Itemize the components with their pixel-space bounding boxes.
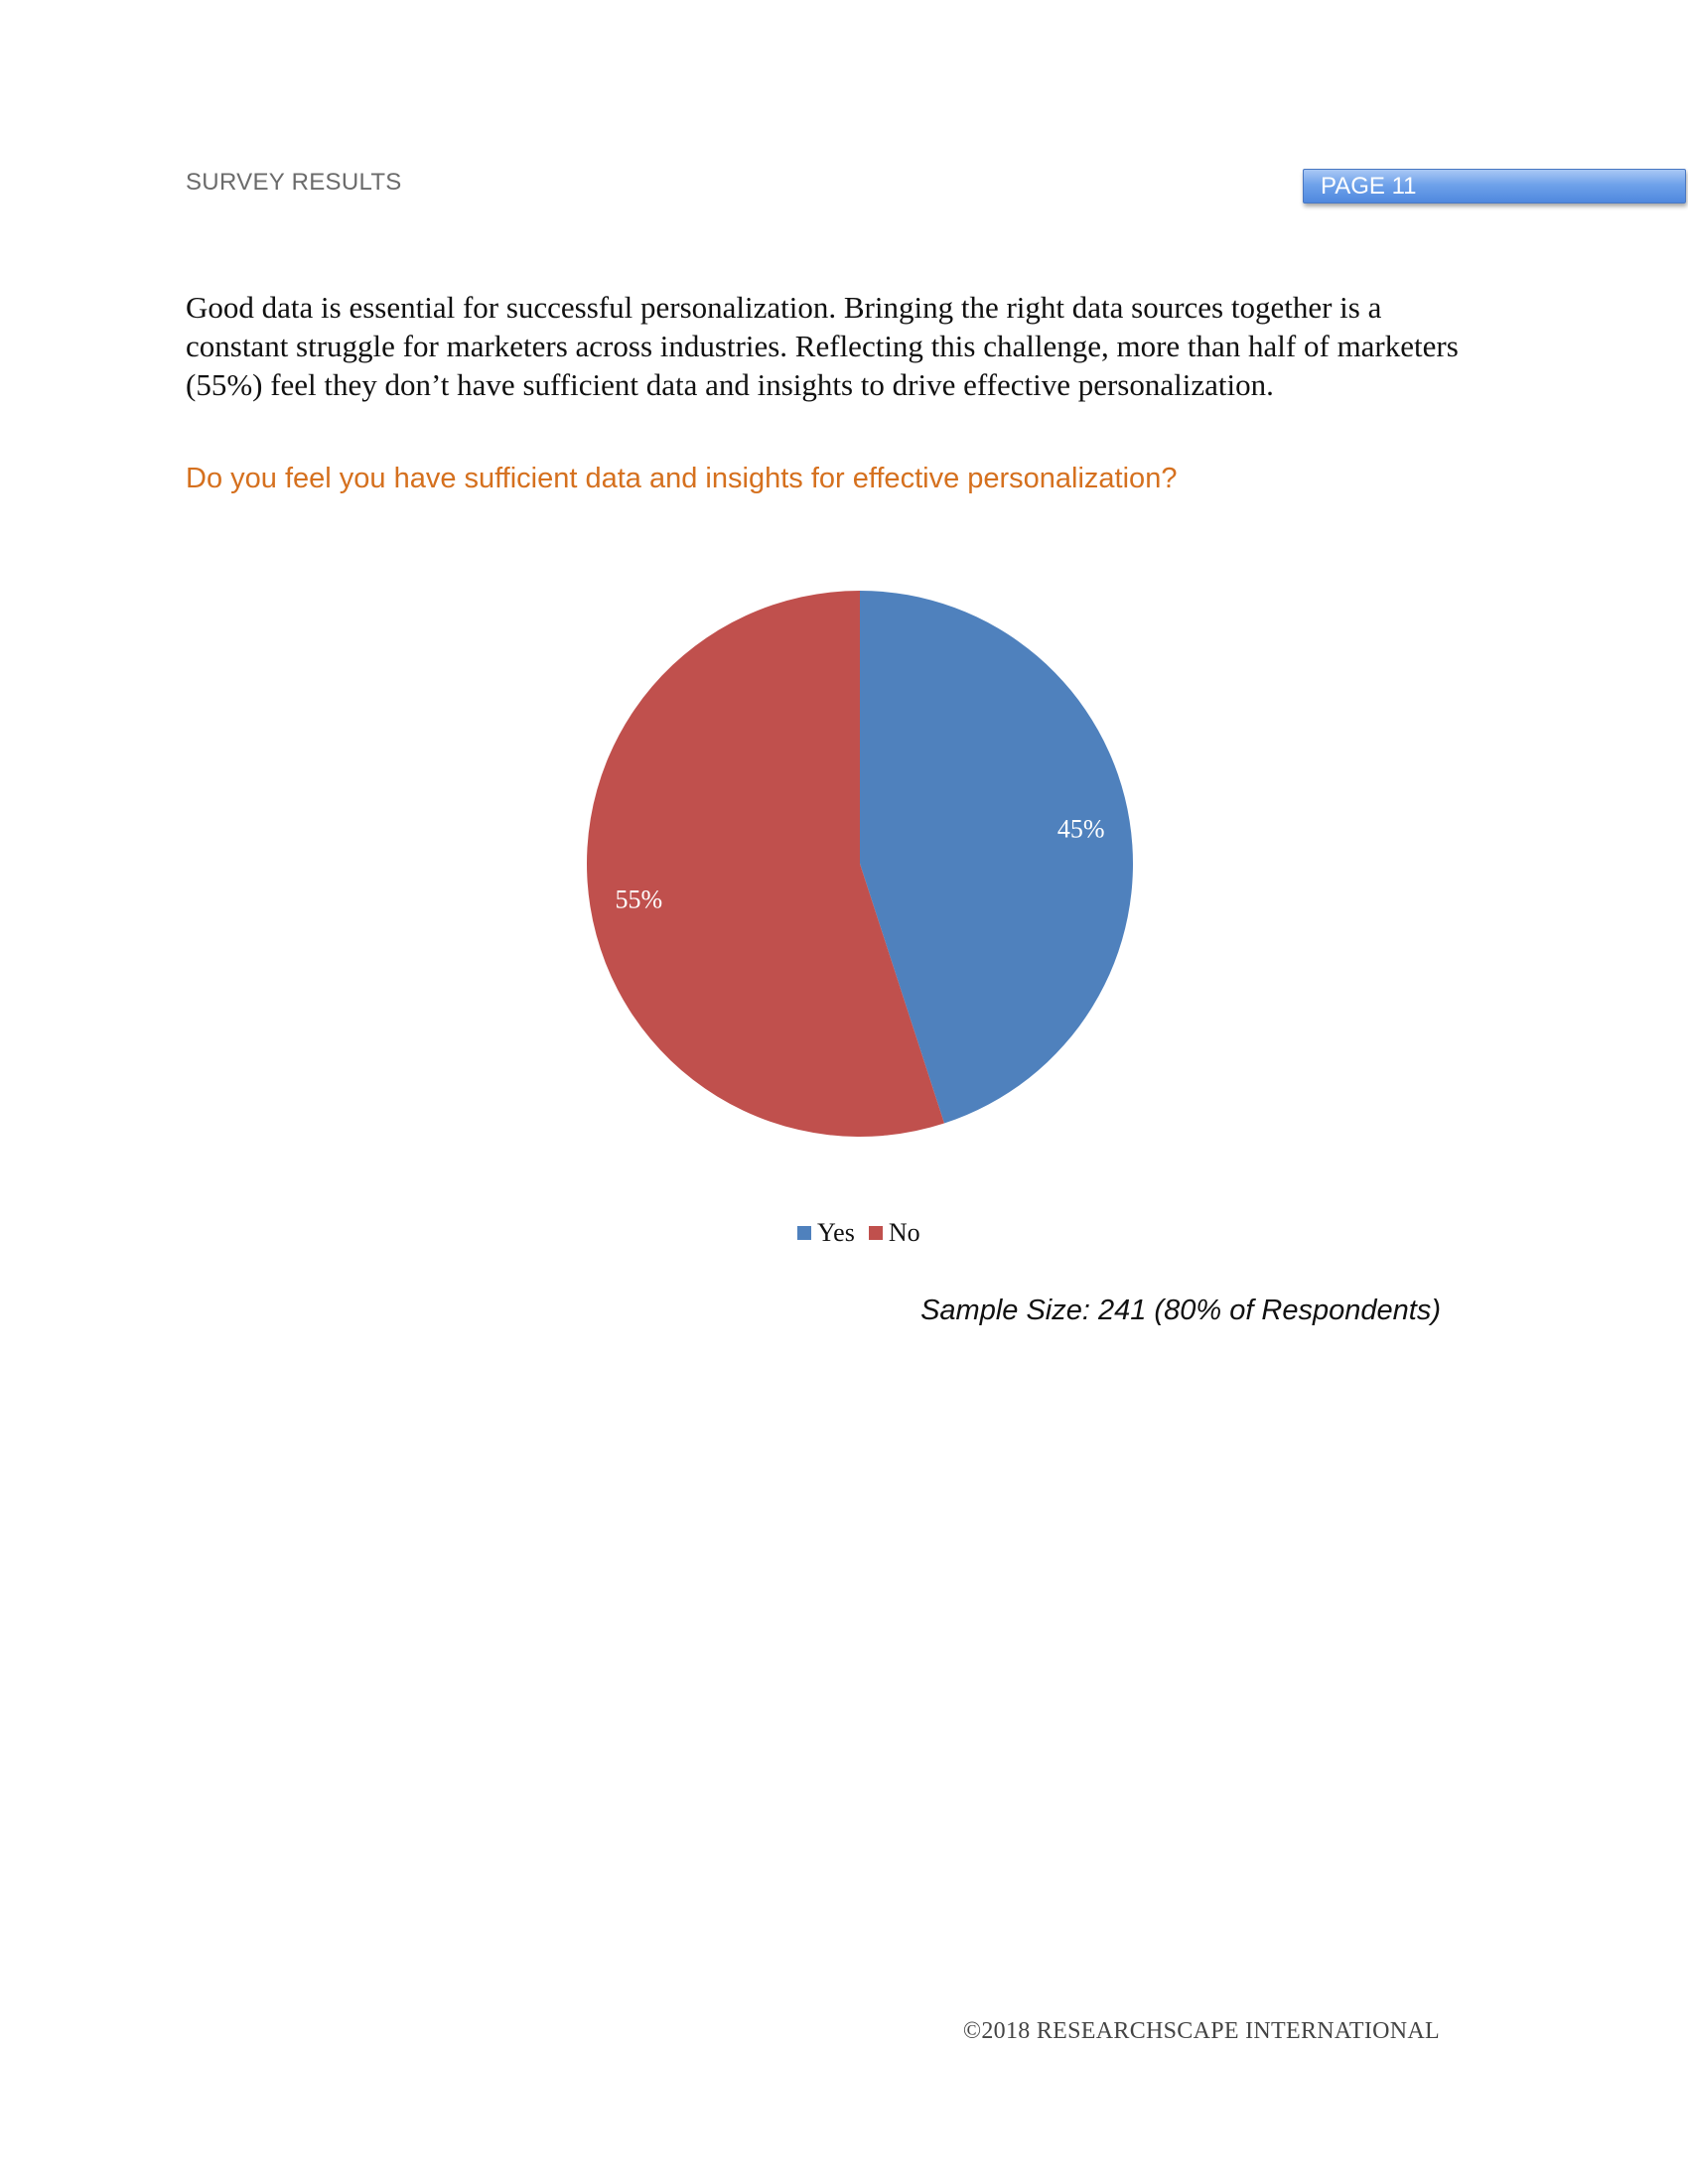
legend-label-no: No xyxy=(888,1218,920,1247)
copyright-footer: ©2018 RESEARCHSCAPE INTERNATIONAL xyxy=(962,2018,1440,2044)
legend-swatch-yes xyxy=(797,1226,811,1240)
section-label: SURVEY RESULTS xyxy=(186,169,402,196)
legend-item-yes xyxy=(797,1218,855,1248)
pie-label-yes: 45% xyxy=(1056,814,1105,844)
legend-label-yes: Yes xyxy=(817,1218,855,1247)
question-heading: Do you feel you have sufficient data and insights for effective personalization? xyxy=(186,463,1178,494)
legend-item-no xyxy=(869,1218,920,1248)
page-number-tab: PAGE 11 xyxy=(1303,169,1686,204)
chart-legend xyxy=(797,1218,934,1248)
intro-paragraph: Good data is essential for successful personalization. Bringing the right data sources together is a constant struggle for marketers across industries. Reflecting this challenge, more than half of marketers (55%) feel they don’t have sufficient data and insights to drive effective personalization. xyxy=(186,290,1459,402)
sample-size-note: Sample Size: 241 (80% of Respondents) xyxy=(920,1295,1441,1326)
legend-swatch-no xyxy=(869,1226,883,1240)
pie-slices xyxy=(587,591,1133,1137)
pie-label-no: 55% xyxy=(615,885,663,914)
